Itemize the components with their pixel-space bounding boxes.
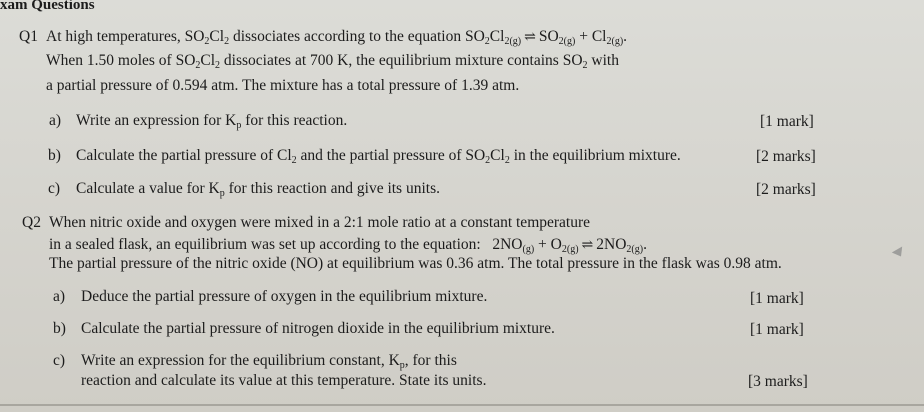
q2-line-2: in a sealed flask, an equilibrium was set up according to the equation: $2NO_{(g)} + O_{2(g)}$ ⇌ $2NO_{2(g)}$. [49,236,647,255]
q2b-text: Calculate the partial pressure of nitrogen dioxide in the equilibrium mixture. [81,320,555,337]
q2c-marks: [3 marks] [748,373,808,390]
q2c-text-line-1: Write an expression for the equilibrium constant, $K_p$, for this [81,352,457,371]
q1b-text: Calculate the partial pressure of $Cl_2$ and the partial pressure of $SO_2Cl_2$ in the equilibrium mixture. [76,147,681,166]
q1a-text: Write an expression for $K_p$ for this reaction. [76,112,348,131]
q2-line-1: When nitric oxide and oxygen were mixed in a 2:1 mole ratio at a constant temperature [49,214,591,231]
q1b-label: b) [48,147,61,164]
q2b-label: b) [53,320,66,337]
q1-line-1: At high temperatures, $SO_2Cl_2$ dissociates according to the equation $SO_2Cl_{2(g)}$ ⇌ $SO_{2(g)} + Cl_{2(g)}$. [46,28,628,47]
page-title: xam Questions [0,0,95,13]
q2b-marks: [1 mark] [750,321,804,338]
q2a-label: a) [53,288,66,305]
q2a-text: Deduce the partial pressure of oxygen in the equilibrium mixture. [81,288,488,305]
q1c-label: c) [48,180,61,197]
page-edge-divider [0,404,924,406]
q1b-marks: [2 marks] [756,148,816,165]
pointer-cursor-icon [892,247,906,260]
q1c-marks: [2 marks] [756,181,816,198]
q2c-text-line-2: reaction and calculate its value at this temperature. State its units. [81,372,487,389]
equilibrium-arrow-icon: ⇌ [581,238,594,253]
q1-line-3: a partial pressure of 0.594 atm. The mixture has a total pressure of 1.39 atm. [46,77,520,94]
q1a-label: a) [49,112,62,129]
q1-number: Q1 [19,28,38,45]
q1c-text: Calculate a value for $K_p$ for this reaction and give its units. [76,180,440,199]
q2-line-3: The partial pressure of the nitric oxide (NO) at equilibrium was 0.36 atm. The total pressure in the flask was 0.98 atm. [49,255,782,272]
q1-line-2: When 1.50 moles of $SO_2Cl_2$ dissociates at 700 K, the equilibrium mixture contains $SO_2$ with [46,52,619,71]
q2c-label: c) [53,352,66,369]
q2a-marks: [1 mark] [750,290,804,307]
q2-number: Q2 [22,214,41,231]
q1a-marks: [1 mark] [760,113,814,130]
equilibrium-arrow-icon: ⇌ [524,30,536,45]
